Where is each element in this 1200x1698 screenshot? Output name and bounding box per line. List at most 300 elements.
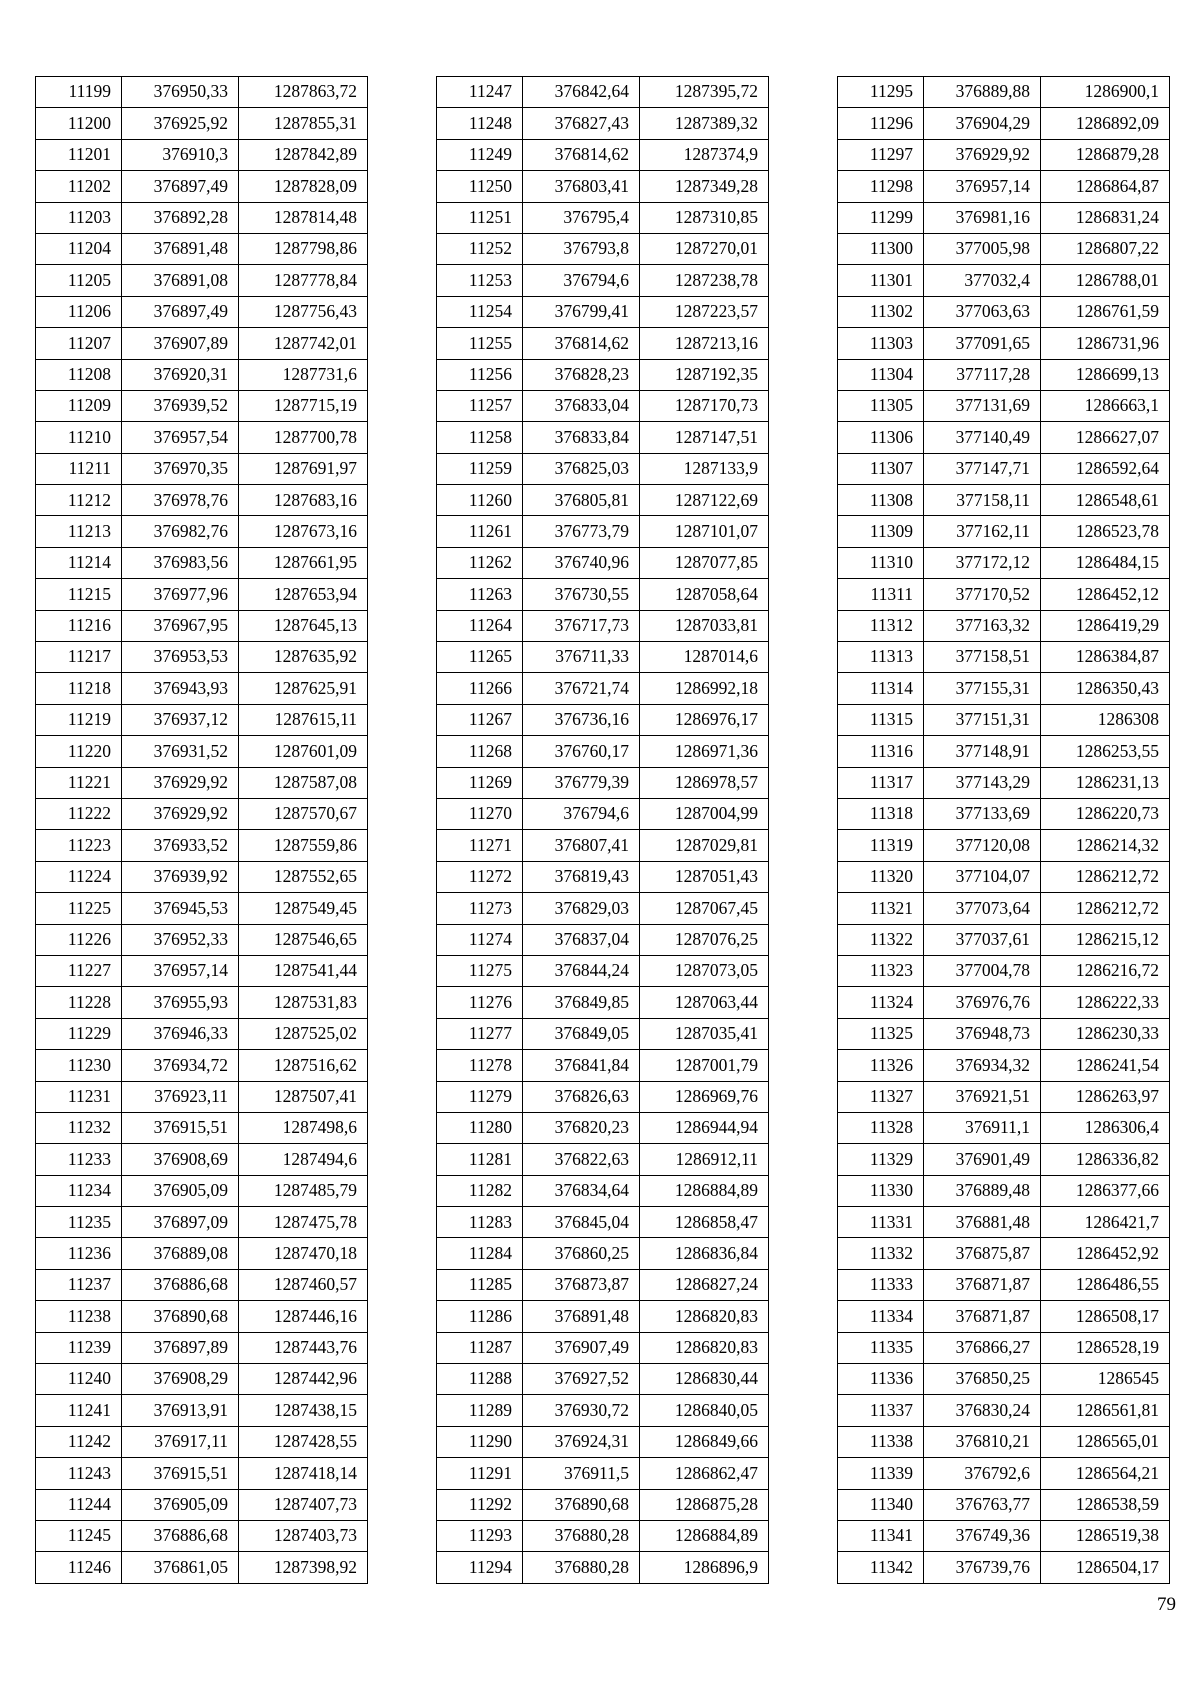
point-number-cell: 11252	[437, 233, 523, 264]
point-number-cell: 11302	[838, 296, 924, 327]
table-row	[838, 1144, 1170, 1175]
y-coordinate-cell: 1287731,6	[239, 359, 368, 390]
point-number-cell: 11325	[838, 1018, 924, 1049]
point-number-cell: 11340	[838, 1489, 924, 1520]
x-coordinate-cell: 376923,11	[122, 1081, 239, 1112]
table-row	[437, 736, 769, 767]
y-coordinate-cell: 1287470,18	[239, 1238, 368, 1269]
table-row	[838, 1018, 1170, 1049]
x-coordinate-cell: 376810,21	[924, 1426, 1041, 1457]
x-coordinate-cell: 376889,88	[924, 77, 1041, 108]
point-number-cell: 11301	[838, 265, 924, 296]
x-coordinate-cell: 376950,33	[122, 77, 239, 108]
x-coordinate-cell: 376934,32	[924, 1050, 1041, 1081]
y-coordinate-cell: 1287645,13	[239, 610, 368, 641]
x-coordinate-cell: 376943,93	[122, 673, 239, 704]
x-coordinate-cell: 376730,55	[523, 579, 640, 610]
point-number-cell: 11205	[36, 265, 122, 296]
point-number-cell: 11251	[437, 202, 523, 233]
table-row	[437, 171, 769, 202]
point-number-cell: 11244	[36, 1489, 122, 1520]
y-coordinate-cell: 1286350,43	[1041, 673, 1170, 704]
y-coordinate-cell: 1287842,89	[239, 139, 368, 170]
x-coordinate-cell: 376937,12	[122, 704, 239, 735]
y-coordinate-cell: 1286384,87	[1041, 642, 1170, 673]
x-coordinate-cell: 376841,84	[523, 1050, 640, 1081]
table-row	[36, 1552, 368, 1583]
y-coordinate-cell: 1286849,66	[640, 1426, 769, 1457]
x-coordinate-cell: 377155,31	[924, 673, 1041, 704]
x-coordinate-cell: 377148,91	[924, 736, 1041, 767]
y-coordinate-cell: 1286216,72	[1041, 955, 1170, 986]
table-row	[437, 767, 769, 798]
table-row	[36, 924, 368, 955]
x-coordinate-cell: 376749,36	[924, 1520, 1041, 1551]
table-row	[437, 987, 769, 1018]
x-coordinate-cell: 376948,73	[924, 1018, 1041, 1049]
point-number-cell: 11323	[838, 955, 924, 986]
table-row	[437, 1552, 769, 1583]
x-coordinate-cell: 376803,41	[523, 171, 640, 202]
table-row	[437, 704, 769, 735]
y-coordinate-cell: 1287814,48	[239, 202, 368, 233]
table-row	[838, 861, 1170, 892]
y-coordinate-cell: 1287742,01	[239, 328, 368, 359]
x-coordinate-cell: 376794,6	[523, 798, 640, 829]
table-row	[437, 1175, 769, 1206]
table-row	[838, 359, 1170, 390]
y-coordinate-cell: 1287855,31	[239, 108, 368, 139]
table-row	[36, 139, 368, 170]
table-row	[838, 547, 1170, 578]
x-coordinate-cell: 376763,77	[924, 1489, 1041, 1520]
table-row	[838, 1395, 1170, 1426]
table-row	[838, 1301, 1170, 1332]
point-number-cell: 11224	[36, 861, 122, 892]
point-number-cell: 11232	[36, 1112, 122, 1143]
table-row	[36, 830, 368, 861]
table-row	[437, 861, 769, 892]
y-coordinate-cell: 1287531,83	[239, 987, 368, 1018]
point-number-cell: 11201	[36, 139, 122, 170]
x-coordinate-cell: 376829,03	[523, 893, 640, 924]
y-coordinate-cell: 1286253,55	[1041, 736, 1170, 767]
y-coordinate-cell: 1286419,29	[1041, 610, 1170, 641]
x-coordinate-cell: 377004,78	[924, 955, 1041, 986]
y-coordinate-cell: 1286523,78	[1041, 516, 1170, 547]
point-number-cell: 11338	[838, 1426, 924, 1457]
point-number-cell: 11200	[36, 108, 122, 139]
x-coordinate-cell: 376834,64	[523, 1175, 640, 1206]
y-coordinate-cell: 1287601,09	[239, 736, 368, 767]
table-row	[838, 328, 1170, 359]
table-row	[36, 1364, 368, 1395]
x-coordinate-cell: 376957,14	[924, 171, 1041, 202]
x-coordinate-cell: 376981,16	[924, 202, 1041, 233]
y-coordinate-cell: 1286222,33	[1041, 987, 1170, 1018]
point-number-cell: 11242	[36, 1426, 122, 1457]
y-coordinate-cell: 1287398,92	[239, 1552, 368, 1583]
table-row	[437, 233, 769, 264]
y-coordinate-cell: 1286484,15	[1041, 547, 1170, 578]
y-coordinate-cell: 1287460,57	[239, 1269, 368, 1300]
table-row	[838, 108, 1170, 139]
table-row	[36, 1050, 368, 1081]
x-coordinate-cell: 376891,48	[122, 233, 239, 264]
point-number-cell: 11239	[36, 1332, 122, 1363]
x-coordinate-cell: 377140,49	[924, 422, 1041, 453]
y-coordinate-cell: 1286486,55	[1041, 1269, 1170, 1300]
x-coordinate-cell: 376915,51	[122, 1458, 239, 1489]
point-number-cell: 11264	[437, 610, 523, 641]
y-coordinate-cell: 1287438,15	[239, 1395, 368, 1426]
x-coordinate-cell: 376871,87	[924, 1269, 1041, 1300]
table-row	[838, 1458, 1170, 1489]
y-coordinate-cell: 1287863,72	[239, 77, 368, 108]
x-coordinate-cell: 376805,81	[523, 485, 640, 516]
table-row	[838, 767, 1170, 798]
point-number-cell: 11270	[437, 798, 523, 829]
x-coordinate-cell: 376970,35	[122, 453, 239, 484]
point-number-cell: 11248	[437, 108, 523, 139]
table-row	[36, 359, 368, 390]
x-coordinate-cell: 376957,54	[122, 422, 239, 453]
page-number: 79	[1157, 1594, 1176, 1615]
point-number-cell: 11341	[838, 1520, 924, 1551]
y-coordinate-cell: 1287223,57	[640, 296, 769, 327]
y-coordinate-cell: 1286864,87	[1041, 171, 1170, 202]
x-coordinate-cell: 376946,33	[122, 1018, 239, 1049]
x-coordinate-cell: 376983,56	[122, 547, 239, 578]
x-coordinate-cell: 377143,29	[924, 767, 1041, 798]
y-coordinate-cell: 1286592,64	[1041, 453, 1170, 484]
table-row	[838, 1489, 1170, 1520]
point-number-cell: 11314	[838, 673, 924, 704]
point-number-cell: 11207	[36, 328, 122, 359]
point-number-cell: 11219	[36, 704, 122, 735]
y-coordinate-cell: 1287076,25	[640, 924, 769, 955]
x-coordinate-cell: 376827,43	[523, 108, 640, 139]
y-coordinate-cell: 1286627,07	[1041, 422, 1170, 453]
point-number-cell: 11289	[437, 1395, 523, 1426]
y-coordinate-cell: 1287442,96	[239, 1364, 368, 1395]
x-coordinate-cell: 376939,92	[122, 861, 239, 892]
y-coordinate-cell: 1287700,78	[239, 422, 368, 453]
x-coordinate-cell: 376845,04	[523, 1207, 640, 1238]
point-number-cell: 11255	[437, 328, 523, 359]
table-row	[36, 704, 368, 735]
table-row	[36, 1207, 368, 1238]
y-coordinate-cell: 1286231,13	[1041, 767, 1170, 798]
y-coordinate-cell: 1286884,89	[640, 1175, 769, 1206]
y-coordinate-cell: 1287122,69	[640, 485, 769, 516]
point-number-cell: 11249	[437, 139, 523, 170]
point-number-cell: 11274	[437, 924, 523, 955]
table-row	[838, 642, 1170, 673]
table-row	[437, 830, 769, 861]
point-number-cell: 11337	[838, 1395, 924, 1426]
x-coordinate-cell: 376793,8	[523, 233, 640, 264]
x-coordinate-cell: 376925,92	[122, 108, 239, 139]
table-row	[437, 422, 769, 453]
x-coordinate-cell: 376930,72	[523, 1395, 640, 1426]
point-number-cell: 11267	[437, 704, 523, 735]
table-row	[36, 1520, 368, 1551]
point-number-cell: 11318	[838, 798, 924, 829]
table-row	[838, 1364, 1170, 1395]
table-row	[36, 579, 368, 610]
x-coordinate-cell: 376889,48	[924, 1175, 1041, 1206]
x-coordinate-cell: 376830,24	[924, 1395, 1041, 1426]
y-coordinate-cell: 1286971,36	[640, 736, 769, 767]
point-number-cell: 11265	[437, 642, 523, 673]
y-coordinate-cell: 1287133,9	[640, 453, 769, 484]
y-coordinate-cell: 1286306,4	[1041, 1112, 1170, 1143]
table-row	[838, 924, 1170, 955]
point-number-cell: 11339	[838, 1458, 924, 1489]
table-row	[838, 77, 1170, 108]
point-number-cell: 11310	[838, 547, 924, 578]
x-coordinate-cell: 377158,11	[924, 485, 1041, 516]
x-coordinate-cell: 376873,87	[523, 1269, 640, 1300]
point-number-cell: 11235	[36, 1207, 122, 1238]
y-coordinate-cell: 1287494,6	[239, 1144, 368, 1175]
point-number-cell: 11277	[437, 1018, 523, 1049]
y-coordinate-cell: 1287051,43	[640, 861, 769, 892]
point-number-cell: 11334	[838, 1301, 924, 1332]
x-coordinate-cell: 377162,11	[924, 516, 1041, 547]
x-coordinate-cell: 376880,28	[523, 1552, 640, 1583]
x-coordinate-cell: 376904,29	[924, 108, 1041, 139]
x-coordinate-cell: 376711,33	[523, 642, 640, 673]
x-coordinate-cell: 376837,04	[523, 924, 640, 955]
y-coordinate-cell: 1287073,05	[640, 955, 769, 986]
x-coordinate-cell: 376915,51	[122, 1112, 239, 1143]
table-row	[838, 736, 1170, 767]
x-coordinate-cell: 376897,49	[122, 171, 239, 202]
point-number-cell: 11250	[437, 171, 523, 202]
table-row	[437, 516, 769, 547]
y-coordinate-cell: 1286892,09	[1041, 108, 1170, 139]
point-number-cell: 11263	[437, 579, 523, 610]
x-coordinate-cell: 376849,05	[523, 1018, 640, 1049]
table-row	[437, 77, 769, 108]
y-coordinate-cell: 1286336,82	[1041, 1144, 1170, 1175]
table-row	[437, 1144, 769, 1175]
point-number-cell: 11311	[838, 579, 924, 610]
table-row	[838, 987, 1170, 1018]
y-coordinate-cell: 1287443,76	[239, 1332, 368, 1363]
y-coordinate-cell: 1286565,01	[1041, 1426, 1170, 1457]
point-number-cell: 11245	[36, 1520, 122, 1551]
x-coordinate-cell: 376814,62	[523, 328, 640, 359]
table-row	[36, 171, 368, 202]
x-coordinate-cell: 376871,87	[924, 1301, 1041, 1332]
x-coordinate-cell: 376982,76	[122, 516, 239, 547]
y-coordinate-cell: 1286308	[1041, 704, 1170, 735]
y-coordinate-cell: 1286788,01	[1041, 265, 1170, 296]
y-coordinate-cell: 1287661,95	[239, 547, 368, 578]
table-row	[437, 547, 769, 578]
point-number-cell: 11262	[437, 547, 523, 578]
y-coordinate-cell: 1287270,01	[640, 233, 769, 264]
table-row	[838, 1081, 1170, 1112]
table-row	[36, 1081, 368, 1112]
table-row	[36, 893, 368, 924]
point-number-cell: 11276	[437, 987, 523, 1018]
point-number-cell: 11305	[838, 390, 924, 421]
table-row	[838, 704, 1170, 735]
x-coordinate-cell: 376794,6	[523, 265, 640, 296]
x-coordinate-cell: 376905,09	[122, 1175, 239, 1206]
y-coordinate-cell: 1286263,97	[1041, 1081, 1170, 1112]
point-number-cell: 11316	[838, 736, 924, 767]
y-coordinate-cell: 1287147,51	[640, 422, 769, 453]
y-coordinate-cell: 1286519,38	[1041, 1520, 1170, 1551]
point-number-cell: 11303	[838, 328, 924, 359]
y-coordinate-cell: 1287635,92	[239, 642, 368, 673]
x-coordinate-cell: 376897,49	[122, 296, 239, 327]
y-coordinate-cell: 1286827,24	[640, 1269, 769, 1300]
point-number-cell: 11210	[36, 422, 122, 453]
point-number-cell: 11254	[437, 296, 523, 327]
point-number-cell: 11214	[36, 547, 122, 578]
y-coordinate-cell: 1286421,7	[1041, 1207, 1170, 1238]
y-coordinate-cell: 1287516,62	[239, 1050, 368, 1081]
table-row	[36, 987, 368, 1018]
table-row	[36, 1458, 368, 1489]
table-row	[437, 1112, 769, 1143]
x-coordinate-cell: 376833,04	[523, 390, 640, 421]
y-coordinate-cell: 1287407,73	[239, 1489, 368, 1520]
x-coordinate-cell: 376822,63	[523, 1144, 640, 1175]
table-row	[36, 77, 368, 108]
x-coordinate-cell: 376819,43	[523, 861, 640, 892]
y-coordinate-cell: 1286879,28	[1041, 139, 1170, 170]
y-coordinate-cell: 1287170,73	[640, 390, 769, 421]
y-coordinate-cell: 1287691,97	[239, 453, 368, 484]
x-coordinate-cell: 376866,27	[924, 1332, 1041, 1363]
y-coordinate-cell: 1287035,41	[640, 1018, 769, 1049]
table-row	[36, 1332, 368, 1363]
table-row	[437, 139, 769, 170]
y-coordinate-cell: 1287549,45	[239, 893, 368, 924]
y-coordinate-cell: 1287778,84	[239, 265, 368, 296]
x-coordinate-cell: 376955,93	[122, 987, 239, 1018]
table-row	[36, 1269, 368, 1300]
x-coordinate-cell: 376792,6	[924, 1458, 1041, 1489]
x-coordinate-cell: 376905,09	[122, 1489, 239, 1520]
y-coordinate-cell: 1286807,22	[1041, 233, 1170, 264]
point-number-cell: 11324	[838, 987, 924, 1018]
y-coordinate-cell: 1286731,96	[1041, 328, 1170, 359]
point-number-cell: 11231	[36, 1081, 122, 1112]
point-number-cell: 11268	[437, 736, 523, 767]
x-coordinate-cell: 376717,73	[523, 610, 640, 641]
point-number-cell: 11296	[838, 108, 924, 139]
x-coordinate-cell: 376890,68	[523, 1489, 640, 1520]
point-number-cell: 11237	[36, 1269, 122, 1300]
point-number-cell: 11221	[36, 767, 122, 798]
point-number-cell: 11272	[437, 861, 523, 892]
point-number-cell: 11278	[437, 1050, 523, 1081]
table-row	[838, 1207, 1170, 1238]
y-coordinate-cell: 1287063,44	[640, 987, 769, 1018]
x-coordinate-cell: 377117,28	[924, 359, 1041, 390]
y-coordinate-cell: 1286976,17	[640, 704, 769, 735]
point-number-cell: 11260	[437, 485, 523, 516]
x-coordinate-cell: 377120,08	[924, 830, 1041, 861]
table-row	[437, 955, 769, 986]
x-coordinate-cell: 376913,91	[122, 1395, 239, 1426]
x-coordinate-cell: 376953,53	[122, 642, 239, 673]
table-row	[36, 798, 368, 829]
y-coordinate-cell: 1286900,1	[1041, 77, 1170, 108]
table-row	[36, 453, 368, 484]
point-number-cell: 11282	[437, 1175, 523, 1206]
x-coordinate-cell: 376908,69	[122, 1144, 239, 1175]
table-row	[437, 579, 769, 610]
x-coordinate-cell: 376933,52	[122, 830, 239, 861]
table-row	[838, 1238, 1170, 1269]
y-coordinate-cell: 1287798,86	[239, 233, 368, 264]
point-number-cell: 11230	[36, 1050, 122, 1081]
table-row	[36, 547, 368, 578]
table-row	[838, 1332, 1170, 1363]
y-coordinate-cell: 1286875,28	[640, 1489, 769, 1520]
table-row	[437, 453, 769, 484]
y-coordinate-cell: 1286564,21	[1041, 1458, 1170, 1489]
table-row	[437, 1332, 769, 1363]
point-number-cell: 11317	[838, 767, 924, 798]
x-coordinate-cell: 376892,28	[122, 202, 239, 233]
y-coordinate-cell: 1286230,33	[1041, 1018, 1170, 1049]
x-coordinate-cell: 376739,76	[924, 1552, 1041, 1583]
x-coordinate-cell: 377151,31	[924, 704, 1041, 735]
table-row	[437, 202, 769, 233]
point-number-cell: 11288	[437, 1364, 523, 1395]
point-number-cell: 11284	[437, 1238, 523, 1269]
point-number-cell: 11243	[36, 1458, 122, 1489]
table-row	[437, 390, 769, 421]
x-coordinate-cell: 376875,87	[924, 1238, 1041, 1269]
table-row	[36, 1175, 368, 1206]
y-coordinate-cell: 1286212,72	[1041, 893, 1170, 924]
x-coordinate-cell: 376886,68	[122, 1269, 239, 1300]
table-row	[838, 579, 1170, 610]
table-row	[36, 485, 368, 516]
x-coordinate-cell: 376917,11	[122, 1426, 239, 1457]
table-row	[36, 642, 368, 673]
point-number-cell: 11330	[838, 1175, 924, 1206]
point-number-cell: 11291	[437, 1458, 523, 1489]
x-coordinate-cell: 376976,76	[924, 987, 1041, 1018]
y-coordinate-cell: 1287418,14	[239, 1458, 368, 1489]
x-coordinate-cell: 376908,29	[122, 1364, 239, 1395]
x-coordinate-cell: 377133,69	[924, 798, 1041, 829]
y-coordinate-cell: 1287101,07	[640, 516, 769, 547]
y-coordinate-cell: 1287756,43	[239, 296, 368, 327]
y-coordinate-cell: 1286504,17	[1041, 1552, 1170, 1583]
x-coordinate-cell: 376799,41	[523, 296, 640, 327]
table-row	[36, 767, 368, 798]
point-number-cell: 11199	[36, 77, 122, 108]
y-coordinate-cell: 1287507,41	[239, 1081, 368, 1112]
point-number-cell: 11285	[437, 1269, 523, 1300]
y-coordinate-cell: 1286241,54	[1041, 1050, 1170, 1081]
point-number-cell: 11332	[838, 1238, 924, 1269]
x-coordinate-cell: 376897,09	[122, 1207, 239, 1238]
